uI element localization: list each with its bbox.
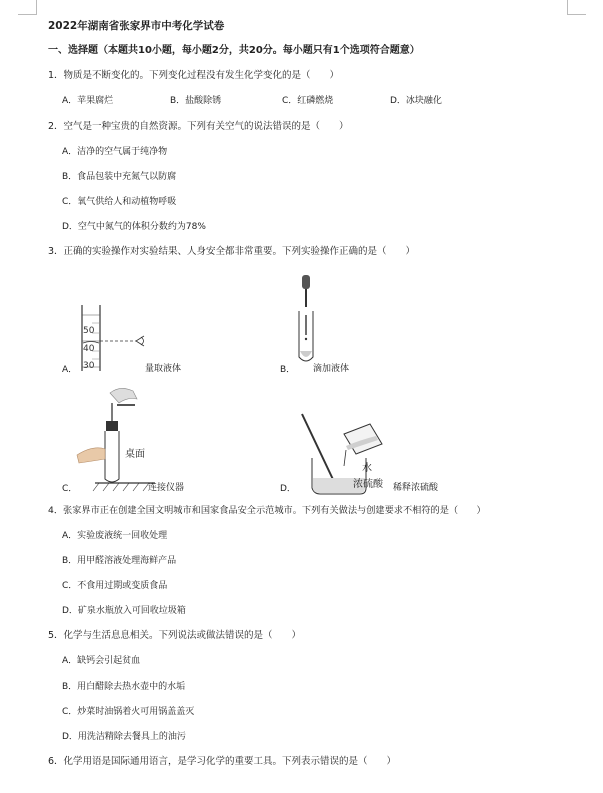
q3-stem: 3．正确的实验操作对实验结果、人身安全都非常重要。下列实验操作正确的是（ ） xyxy=(48,246,416,257)
fig-c-connect-apparatus xyxy=(75,385,165,495)
fig-b-letter: B． xyxy=(280,365,296,375)
fig-a-letter: A． xyxy=(62,365,78,375)
q5-stem: 5．化学与生活息息相关。下列说法或做法错误的是（ ） xyxy=(48,630,302,641)
section-heading: 一、选择题（本题共10小题，每小题2分，共20分。每小题只有1个选项符合题意） xyxy=(48,45,420,56)
fig-d-water-label: 水 xyxy=(362,463,372,474)
q5-option-d: D．用洗洁精除去餐具上的油污 xyxy=(62,732,186,742)
q1-option-d: D．冰块融化 xyxy=(390,96,442,106)
q4-stem: 4．张家界市正在创建全国文明城市和国家食品安全示范城市。下列有关做法与创建要求不相符的是（ ） xyxy=(48,505,486,516)
fig-d-caption: 稀释浓硫酸 xyxy=(393,483,439,493)
q1-option-b: B．盐酸除锈 xyxy=(170,96,222,106)
q1-stem: 1．物质是不断变化的。下列变化过程没有发生化学变化的是（ ） xyxy=(48,70,340,81)
fig-d-dilute-acid xyxy=(298,410,398,500)
q5-option-a: A．缺钙会引起贫血 xyxy=(62,656,141,666)
fig-a-tick-50: 50 xyxy=(83,326,95,336)
fig-d-acid-label: 浓硫酸 xyxy=(353,479,383,490)
fig-c-letter: C． xyxy=(62,484,78,494)
q5-option-b: B．用白醋除去热水壶中的水垢 xyxy=(62,682,186,692)
q6-stem: 6．化学用语是国际通用语言，是学习化学的重要工具。下列表示错误的是（ ） xyxy=(48,756,397,767)
fig-a-tick-40: 40 xyxy=(83,344,95,354)
q2-stem: 2．空气是一种宝贵的自然资源。下列有关空气的说法错误的是（ ） xyxy=(48,121,349,132)
corner-mark-top-right xyxy=(567,0,586,15)
q4-option-a: A．实验废液统一回收处理 xyxy=(62,531,168,541)
eye-icon xyxy=(136,336,144,346)
q4-option-b: B．用甲醛溶液处理海鲜产品 xyxy=(62,556,177,566)
fig-c-caption: 连接仪器 xyxy=(148,483,185,493)
paper-title: 2022年湖南省张家界市中考化学试卷 xyxy=(48,20,225,32)
q2-option-d: D．空气中氮气的体积分数约为78% xyxy=(62,222,206,232)
q2-option-c: C．氧气供给人和动植物呼吸 xyxy=(62,197,177,207)
q4-option-d: D．矿泉水瓶放入可回收垃圾箱 xyxy=(62,606,186,616)
q5-option-c: C．炒菜时油锅着火可用锅盖盖灭 xyxy=(62,707,195,717)
q1-option-c: C．红磷燃烧 xyxy=(282,96,334,106)
fig-d-letter: D． xyxy=(280,484,296,494)
q2-option-b: B．食品包装中充氮气以防腐 xyxy=(62,172,177,182)
fig-b-dropper-test-tube xyxy=(287,273,327,373)
fig-c-desk-label: 桌面 xyxy=(125,449,145,460)
q2-option-a: A．洁净的空气属于纯净物 xyxy=(62,147,168,157)
corner-mark-top-left xyxy=(18,0,37,15)
q4-option-c: C．不食用过期或变质食品 xyxy=(62,581,168,591)
fig-a-caption: 量取液体 xyxy=(145,364,182,374)
fig-b-caption: 滴加液体 xyxy=(313,364,350,374)
q1-option-a: A．苹果腐烂 xyxy=(62,96,114,106)
fig-a-tick-30: 30 xyxy=(83,361,95,371)
